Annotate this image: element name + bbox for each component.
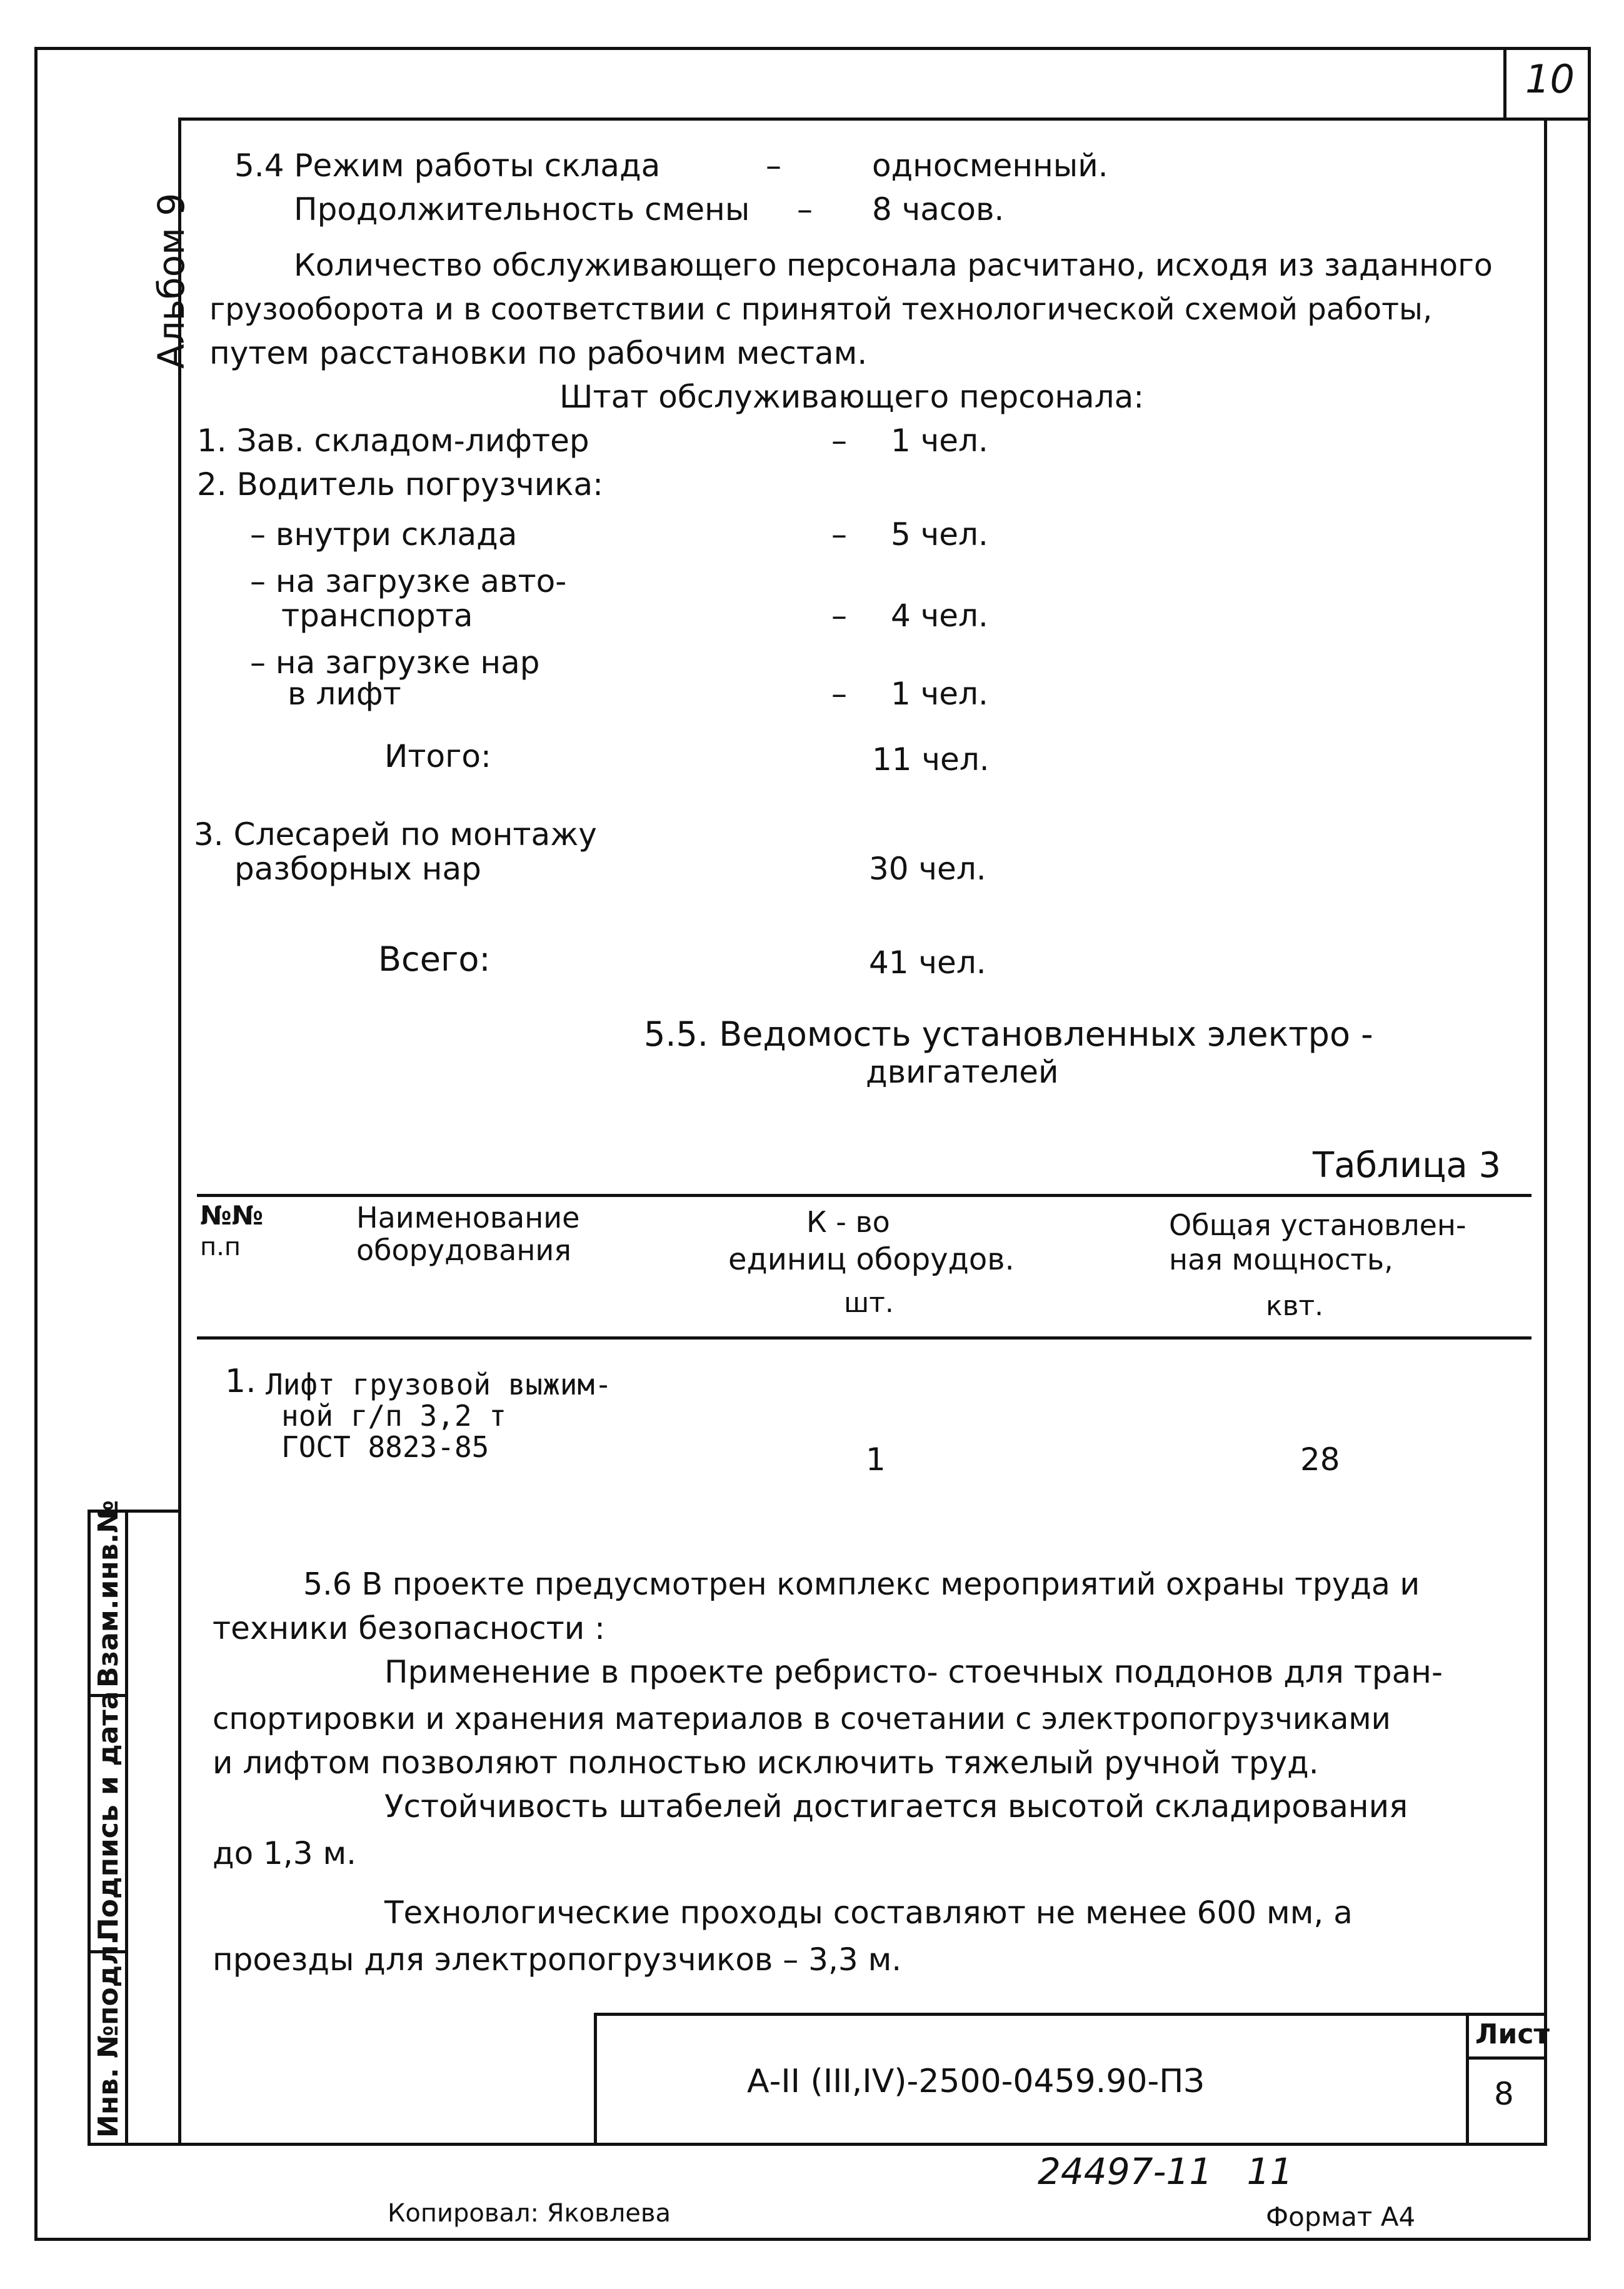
col-power-header-2: ная мощность, — [1169, 1243, 1393, 1276]
staff-item-6-label2: разборных нар — [234, 851, 481, 887]
title-block-top — [594, 2013, 1547, 2016]
staff-item-3-label: – внутри склада — [250, 516, 518, 553]
album-label: Альбом 9 — [150, 193, 193, 369]
staff-item-1-dash: – — [831, 423, 847, 459]
col-qty-header-3: шт. — [844, 1287, 894, 1319]
staff-item-6-value: 30 чел. — [869, 851, 986, 887]
section-5-5-title-line2: двигателей — [866, 1054, 1059, 1090]
document-code: А-II (III,IV)-2500-0459.90-ПЗ — [747, 2063, 1205, 2100]
table-row-qty: 1 — [866, 1441, 886, 1478]
col-qty-header-1: К - во — [806, 1205, 890, 1239]
col-name-header-2: оборудования — [356, 1233, 571, 1267]
staff-item-1-label: 1. Зав. складом-лифтер — [197, 423, 589, 459]
table-row-power: 28 — [1300, 1441, 1340, 1478]
shift-length-label: Продолжительность смены — [294, 191, 750, 228]
itogo-value: 11 чел. — [872, 741, 990, 778]
table-top-rule — [197, 1194, 1531, 1197]
col-power-header-3: квт. — [1266, 1290, 1324, 1322]
staff-item-1-value: 1 чел. — [891, 423, 988, 459]
vsego-value: 41 чел. — [869, 944, 986, 981]
inner-frame-bottom — [88, 2143, 1547, 2146]
staff-item-2-label: 2. Водитель погрузчика: — [197, 466, 603, 503]
staff-item-4-label2: транспорта — [281, 598, 473, 634]
section-5-6-line9: проезды для электропогрузчиков – 3,3 м. — [213, 1941, 902, 1978]
work-mode-value: односменный. — [872, 148, 1108, 184]
page-number: 10 — [1525, 56, 1575, 102]
section-5-6-line3: Применение в проекте ребристо- стоечных поддонов для тран- — [384, 1654, 1443, 1690]
section-5-6-line5: и лифтом позволяют полностью исключить тяжелый ручной труд. — [213, 1745, 1319, 1781]
side-stamp-inv: Инв. №подл. — [93, 1934, 124, 2138]
paper-format: Формат А4 — [1266, 2201, 1416, 2232]
staff-item-5-dash: – — [831, 676, 847, 712]
staff-item-4-value: 4 чел. — [891, 598, 988, 634]
staff-item-5-label2: в лифт — [288, 676, 401, 712]
staff-para-line3: путем расстановки по рабочим местам. — [209, 335, 868, 371]
section-5-6-line7: до 1,3 м. — [213, 1835, 357, 1871]
section-5-6-line2: техники безопасности : — [213, 1610, 605, 1646]
page-number-box-left — [1503, 47, 1506, 119]
inner-frame-top — [178, 118, 1547, 121]
outer-frame-bottom — [34, 2238, 1591, 2241]
side-stamp-vzam: Взам.инв.№ — [93, 1500, 124, 1688]
staff-item-4-dash: – — [831, 598, 847, 634]
staff-item-3-value: 5 чел. — [891, 516, 988, 553]
section-5-5-title-line1: 5.5. Ведомость установленных электро - — [644, 1014, 1373, 1054]
col-qty-header-2: единиц оборудов. — [728, 1242, 1015, 1277]
shift-length-dash: – — [797, 191, 813, 228]
outer-frame-top — [34, 47, 1591, 50]
outer-frame-right — [1588, 47, 1591, 2241]
work-mode-dash: – — [766, 148, 781, 184]
section-5-6-line4: спортировки и хранения материалов в сочетании с электропогрузчиками — [213, 1701, 1391, 1736]
table-row-name-3: ГОСТ 8823-85 — [281, 1430, 489, 1464]
side-stamp-podpis: Подпись и дата — [93, 1691, 124, 1941]
copied-by: Копировал: Яковлева — [388, 2199, 671, 2228]
sheet-number: 8 — [1494, 2076, 1514, 2112]
section-5-6-line1: 5.6 В проекте предусмотрен комплекс мероприятий охраны труда и — [303, 1566, 1420, 1602]
staff-item-6-label: 3. Слесарей по монтажу — [194, 816, 597, 853]
section-5-6-line6: Устойчивость штабелей достигается высотой складирования — [384, 1788, 1408, 1825]
staff-para-line2: грузооборота и в соответствии с принятой технологической схемой работы, — [209, 292, 1433, 327]
table-header-rule — [197, 1336, 1531, 1340]
staff-item-3-dash: – — [831, 516, 847, 553]
sheet-box-left — [1466, 2013, 1469, 2146]
outer-frame-left — [34, 47, 38, 2241]
table-row-name-2: ной г/п 3,2 т — [281, 1399, 507, 1433]
shift-length-value: 8 часов. — [872, 191, 1005, 228]
handwritten-number: 24497-11 11 — [1038, 2150, 1293, 2193]
itogo-label: Итого: — [384, 738, 491, 774]
staff-item-5-label: – на загрузке нар — [250, 644, 540, 681]
staff-item-4-label: – на загрузке авто- — [250, 563, 567, 599]
table-caption: Таблица 3 — [1313, 1145, 1501, 1186]
work-mode-label: 5.4 Режим работы склада — [234, 148, 661, 184]
col-power-header-1: Общая установлен- — [1169, 1208, 1466, 1242]
side-stamp-divider — [125, 1510, 128, 2146]
staff-item-5-value: 1 чел. — [891, 676, 988, 712]
table-row-name-1: Лифт грузовой выжим- — [266, 1368, 612, 1401]
sheet-label: Лист — [1475, 2018, 1550, 2050]
staff-para-line1: Количество обслуживающего персонала расчитано, исходя из заданного — [294, 248, 1493, 283]
side-stamp-left — [88, 1510, 91, 2146]
table-row-num: 1. — [225, 1363, 256, 1400]
vsego-label: Всего: — [378, 939, 491, 979]
col-num-header-2: п.п — [200, 1233, 241, 1261]
section-5-6-line8: Технологические проходы составляют не менее 600 мм, а — [384, 1895, 1353, 1931]
sheet-box-divider — [1466, 2056, 1547, 2060]
staff-heading: Штат обслуживающего персонала: — [559, 379, 1145, 415]
col-num-header-1: №№ — [200, 1200, 264, 1231]
title-block-left — [594, 2013, 597, 2146]
inner-frame-right — [1544, 118, 1547, 2146]
col-name-header-1: Наименование — [356, 1201, 580, 1235]
inner-frame-left — [178, 118, 181, 2146]
